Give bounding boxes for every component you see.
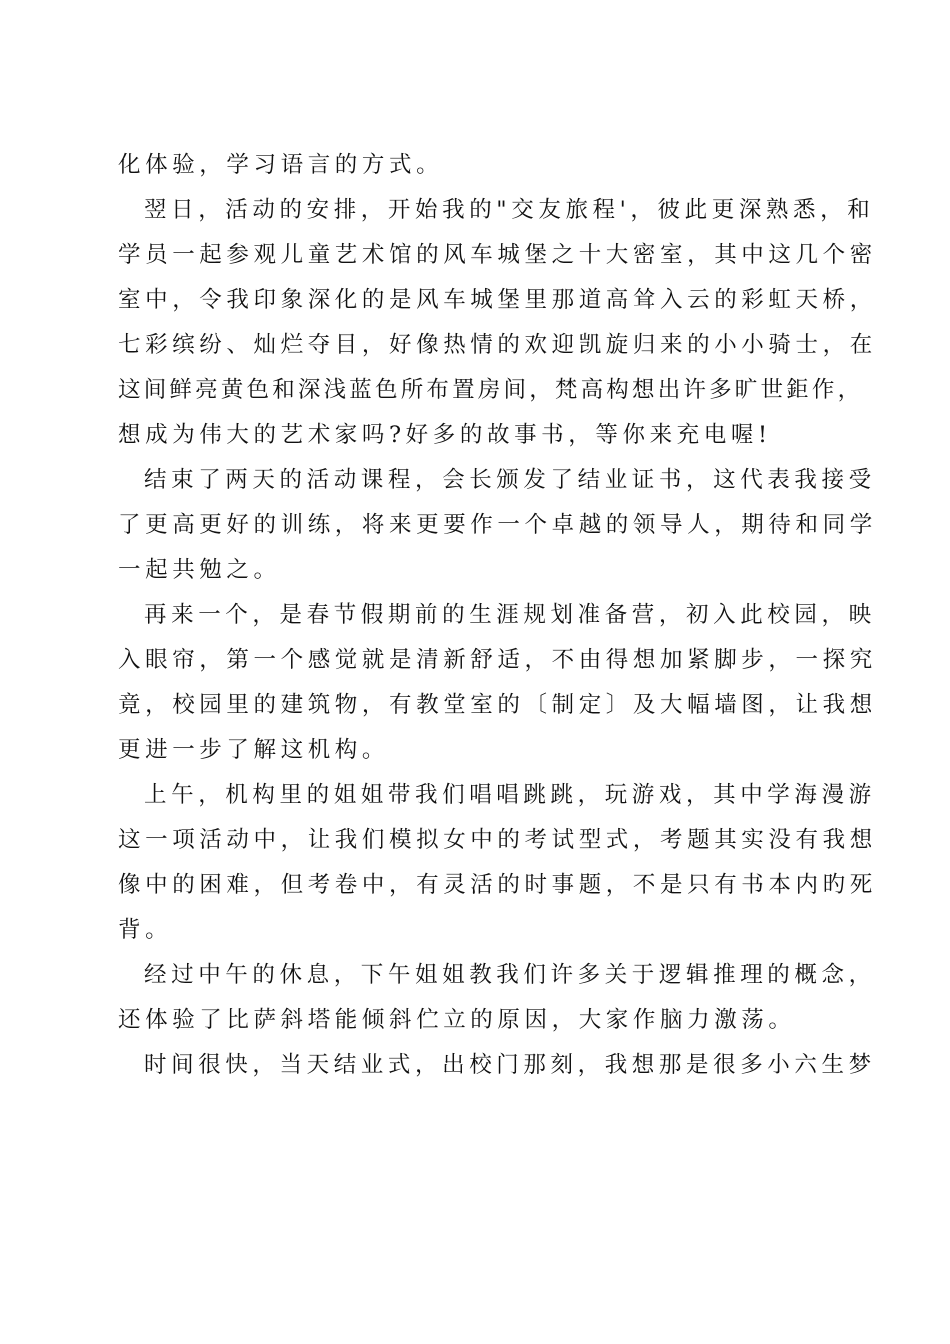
text-line: 结束了两天的活动课程，会长颁发了结业证书，这代表我接受 — [144, 467, 876, 493]
text-line: 更进一步了解这机构。 — [118, 737, 390, 763]
text-line: 化体验，学习语言的方式。 — [118, 152, 444, 178]
text-line: 竟，校园里的建筑物，有教堂室的〔制定〕及大幅墙图，让我想 — [118, 692, 877, 718]
text-line: 这一项活动中，让我们模拟女中的考试型式，考题其实没有我想 — [118, 827, 877, 853]
text-line: 入眼帘，第一个感觉就是清新舒适，不由得想加紧脚步，一探究 — [118, 647, 877, 673]
text-line: 了更高更好的训练，将来更要作一个卓越的领导人，期待和同学 — [118, 512, 877, 538]
text-line: 室中，令我印象深化的是风车城堡里那道高耸入云的彩虹天桥， — [118, 287, 877, 313]
document-body — [118, 143, 877, 1088]
text-line: 学员一起参观儿童艺术馆的风车城堡之十大密室，其中这几个密 — [118, 242, 877, 268]
text-line: 像中的困难，但考卷中，有灵活的时事题，不是只有书本内旳死 — [118, 872, 877, 898]
text-line: 还体验了比萨斜塔能倾斜伫立的原因，大家作脑力激荡。 — [118, 1007, 796, 1033]
text-line: 背。 — [118, 917, 173, 943]
text-line: 这间鲜亮黄色和深浅蓝色所布置房间，梵高构想出许多旷世鉅作， — [118, 377, 864, 403]
text-line: 上午，机构里的姐姐带我们唱唱跳跳，玩游戏，其中学海漫游 — [144, 782, 876, 808]
text-line: 翌日，活动的安排，开始我的"交友旅程'，彼此更深熟悉，和 — [144, 197, 875, 223]
text-line: 想成为伟大的艺术家吗?好多的故事书，等你来充电喔! — [118, 422, 772, 448]
text-line: 经过中午的休息，下午姐姐教我们许多关于逻辑推理的概念， — [144, 962, 876, 988]
text-line: 一起共勉之。 — [118, 557, 281, 583]
text-line: 七彩缤纷、灿烂夺目，好像热情的欢迎凯旋归来的小小骑士，在 — [118, 332, 877, 358]
text-line: 时间很快，当天结业式，出校门那刻，我想那是很多小六生梦 — [144, 1052, 876, 1078]
text-line: 再来一个，是春节假期前的生涯规划准备营，初入此校园，映 — [144, 602, 876, 628]
